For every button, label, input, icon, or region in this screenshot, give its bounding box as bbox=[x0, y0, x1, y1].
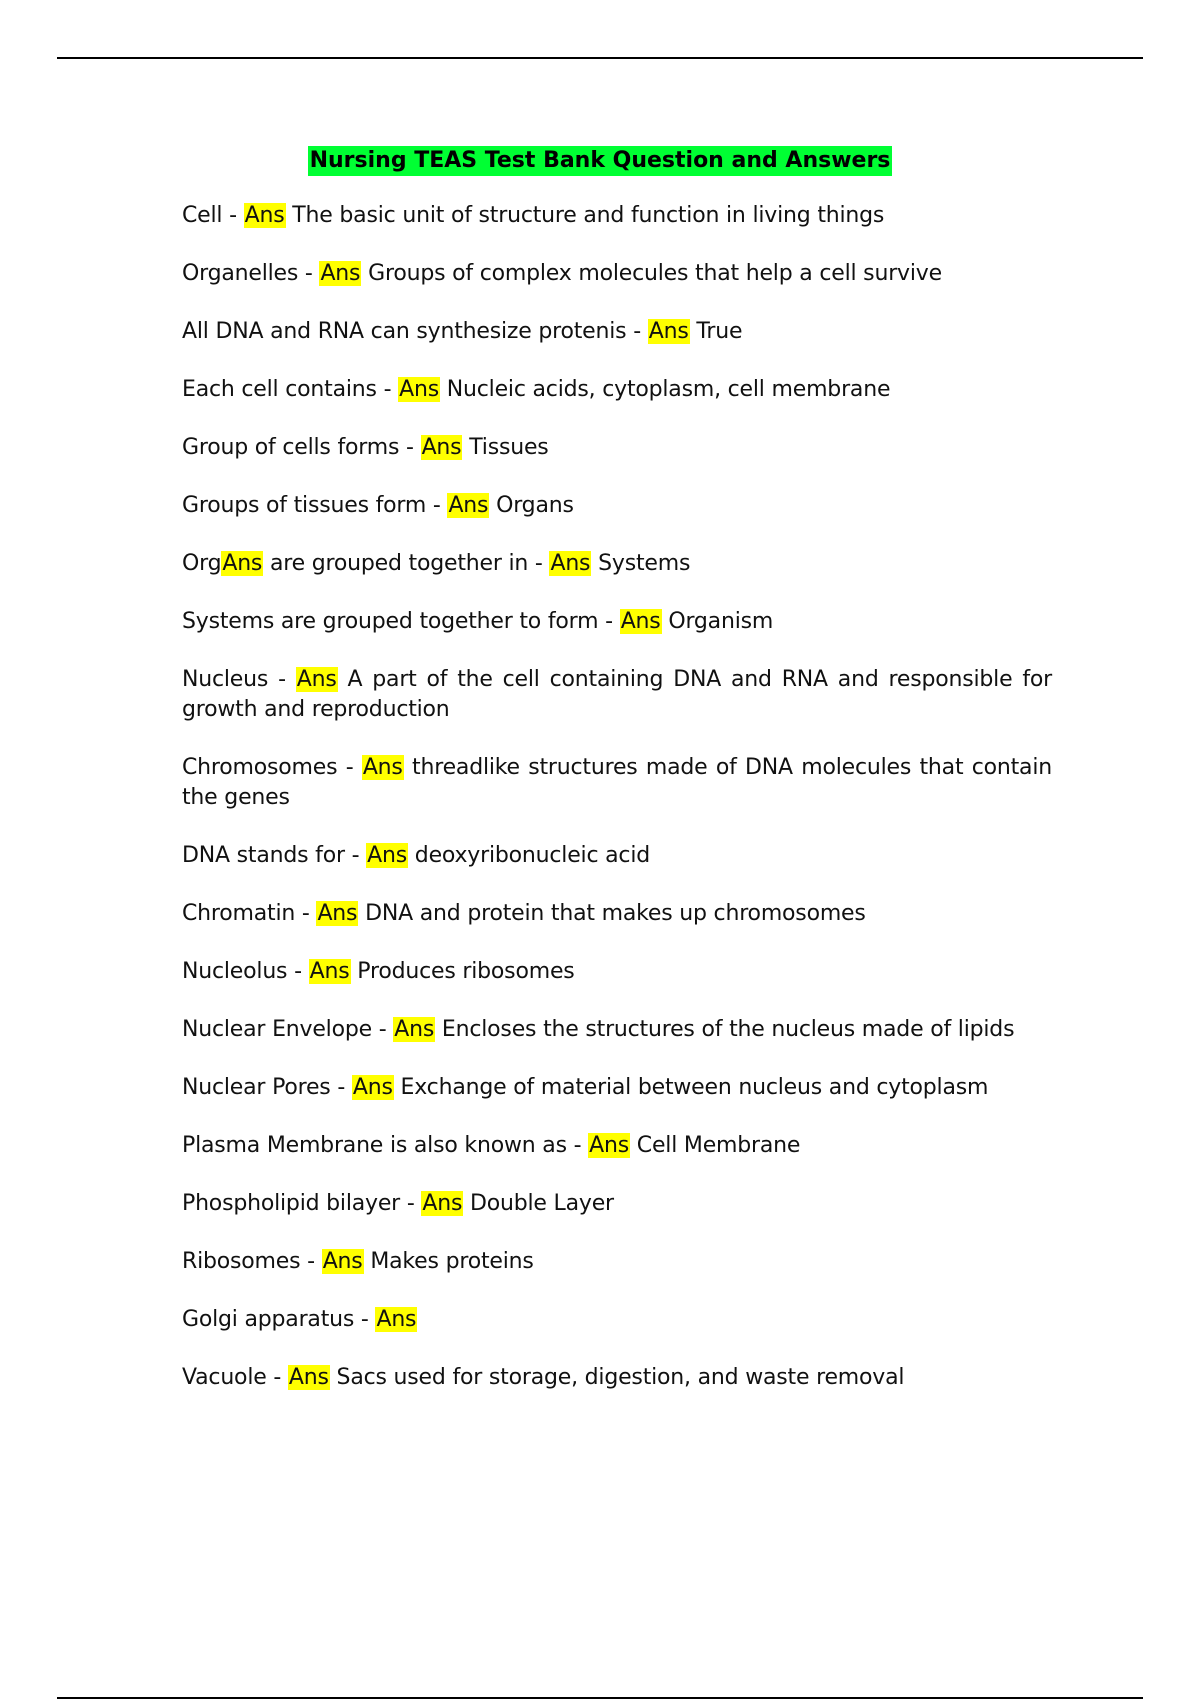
ans-highlight: Ans bbox=[394, 1017, 435, 1042]
qa-text: Produces ribosomes bbox=[350, 959, 575, 984]
qa-text: Chromosomes - bbox=[182, 755, 362, 780]
ans-highlight: Ans bbox=[222, 551, 263, 576]
qa-text: are grouped together in - bbox=[263, 551, 550, 576]
qa-text: Systems bbox=[591, 551, 691, 576]
ans-highlight: Ans bbox=[550, 551, 591, 576]
document-title: Nursing TEAS Test Bank Question and Answers bbox=[308, 146, 893, 176]
qa-text: The basic unit of structure and function in living things bbox=[285, 203, 885, 228]
ans-highlight: Ans bbox=[448, 493, 489, 518]
qa-item bbox=[182, 1131, 1052, 1161]
ans-highlight: Ans bbox=[362, 755, 403, 780]
qa-text: deoxyribonucleic acid bbox=[408, 843, 650, 868]
qa-text: Organelles - bbox=[182, 261, 320, 286]
qa-list bbox=[182, 201, 1052, 1421]
ans-highlight: Ans bbox=[322, 1249, 363, 1274]
qa-item bbox=[182, 841, 1052, 871]
qa-text: Systems are grouped together to form - bbox=[182, 609, 620, 634]
ans-highlight: Ans bbox=[317, 901, 358, 926]
qa-text: Nucleus - bbox=[182, 667, 296, 692]
title-container bbox=[0, 146, 1200, 176]
qa-text: Each cell contains - bbox=[182, 377, 399, 402]
qa-text: Nuclear Envelope - bbox=[182, 1017, 394, 1042]
qa-text: DNA and protein that makes up chromosomes bbox=[358, 901, 866, 926]
qa-text: Phospholipid bilayer - bbox=[182, 1191, 422, 1216]
ans-highlight: Ans bbox=[376, 1307, 417, 1332]
ans-highlight: Ans bbox=[589, 1133, 630, 1158]
qa-text: Nuclear Pores - bbox=[182, 1075, 352, 1100]
qa-text: Double Layer bbox=[463, 1191, 614, 1216]
qa-text: Groups of tissues form - bbox=[182, 493, 448, 518]
qa-text: Cell - bbox=[182, 203, 244, 228]
qa-item bbox=[182, 1363, 1052, 1393]
qa-text: Encloses the structures of the nucleus made of lipids bbox=[435, 1017, 1015, 1042]
qa-text: Nucleic acids, cytoplasm, cell membrane bbox=[439, 377, 891, 402]
qa-item bbox=[182, 753, 1052, 813]
qa-text: Ribosomes - bbox=[182, 1249, 322, 1274]
qa-item bbox=[182, 317, 1052, 347]
qa-item bbox=[182, 1073, 1052, 1103]
ans-highlight: Ans bbox=[648, 319, 689, 344]
qa-item bbox=[182, 957, 1052, 987]
qa-text: Nucleolus - bbox=[182, 959, 309, 984]
ans-highlight: Ans bbox=[320, 261, 361, 286]
ans-highlight: Ans bbox=[399, 377, 439, 402]
ans-highlight: Ans bbox=[309, 959, 350, 984]
qa-text: True bbox=[689, 319, 743, 344]
qa-text: Groups of complex molecules that help a cell survive bbox=[361, 261, 942, 286]
qa-item bbox=[182, 375, 1052, 405]
qa-text: Sacs used for storage, digestion, and waste removal bbox=[329, 1365, 905, 1390]
qa-item bbox=[182, 1247, 1052, 1277]
ans-highlight: Ans bbox=[620, 609, 661, 634]
qa-text: All DNA and RNA can synthesize protenis - bbox=[182, 319, 648, 344]
qa-text: Chromatin - bbox=[182, 901, 317, 926]
qa-text: Organism bbox=[661, 609, 774, 634]
qa-text: Plasma Membrane is also known as - bbox=[182, 1133, 589, 1158]
qa-text: Group of cells forms - bbox=[182, 435, 421, 460]
qa-item bbox=[182, 665, 1052, 725]
qa-item bbox=[182, 549, 1052, 579]
ans-highlight: Ans bbox=[367, 843, 408, 868]
qa-item bbox=[182, 491, 1052, 521]
ans-highlight: Ans bbox=[244, 203, 285, 228]
ans-highlight: Ans bbox=[296, 667, 337, 692]
qa-item bbox=[182, 259, 1052, 289]
qa-text: threadlike structures made of DNA molecules that contain the genes bbox=[182, 755, 1052, 810]
qa-text: Tissues bbox=[462, 435, 549, 460]
ans-highlight: Ans bbox=[421, 435, 462, 460]
qa-text: DNA stands for - bbox=[182, 843, 367, 868]
qa-text: Vacuole - bbox=[182, 1365, 288, 1390]
qa-item bbox=[182, 433, 1052, 463]
qa-item bbox=[182, 1015, 1052, 1045]
qa-item bbox=[182, 899, 1052, 929]
qa-text: Golgi apparatus - bbox=[182, 1307, 376, 1332]
top-rule bbox=[57, 57, 1143, 59]
qa-text: Makes proteins bbox=[363, 1249, 534, 1274]
qa-item bbox=[182, 1189, 1052, 1219]
qa-text: Cell Membrane bbox=[630, 1133, 801, 1158]
qa-text: A part of the cell containing DNA and RNA and responsible for growth and reproduction bbox=[182, 667, 1052, 722]
bottom-rule bbox=[57, 1697, 1143, 1699]
qa-text: Exchange of material between nucleus and cytoplasm bbox=[393, 1075, 989, 1100]
ans-highlight: Ans bbox=[422, 1191, 463, 1216]
ans-highlight: Ans bbox=[352, 1075, 393, 1100]
ans-highlight: Ans bbox=[288, 1365, 329, 1390]
qa-item bbox=[182, 607, 1052, 637]
qa-item bbox=[182, 1305, 1052, 1335]
qa-text: Org bbox=[182, 551, 222, 576]
qa-item bbox=[182, 201, 1052, 231]
qa-text: Organs bbox=[489, 493, 574, 518]
